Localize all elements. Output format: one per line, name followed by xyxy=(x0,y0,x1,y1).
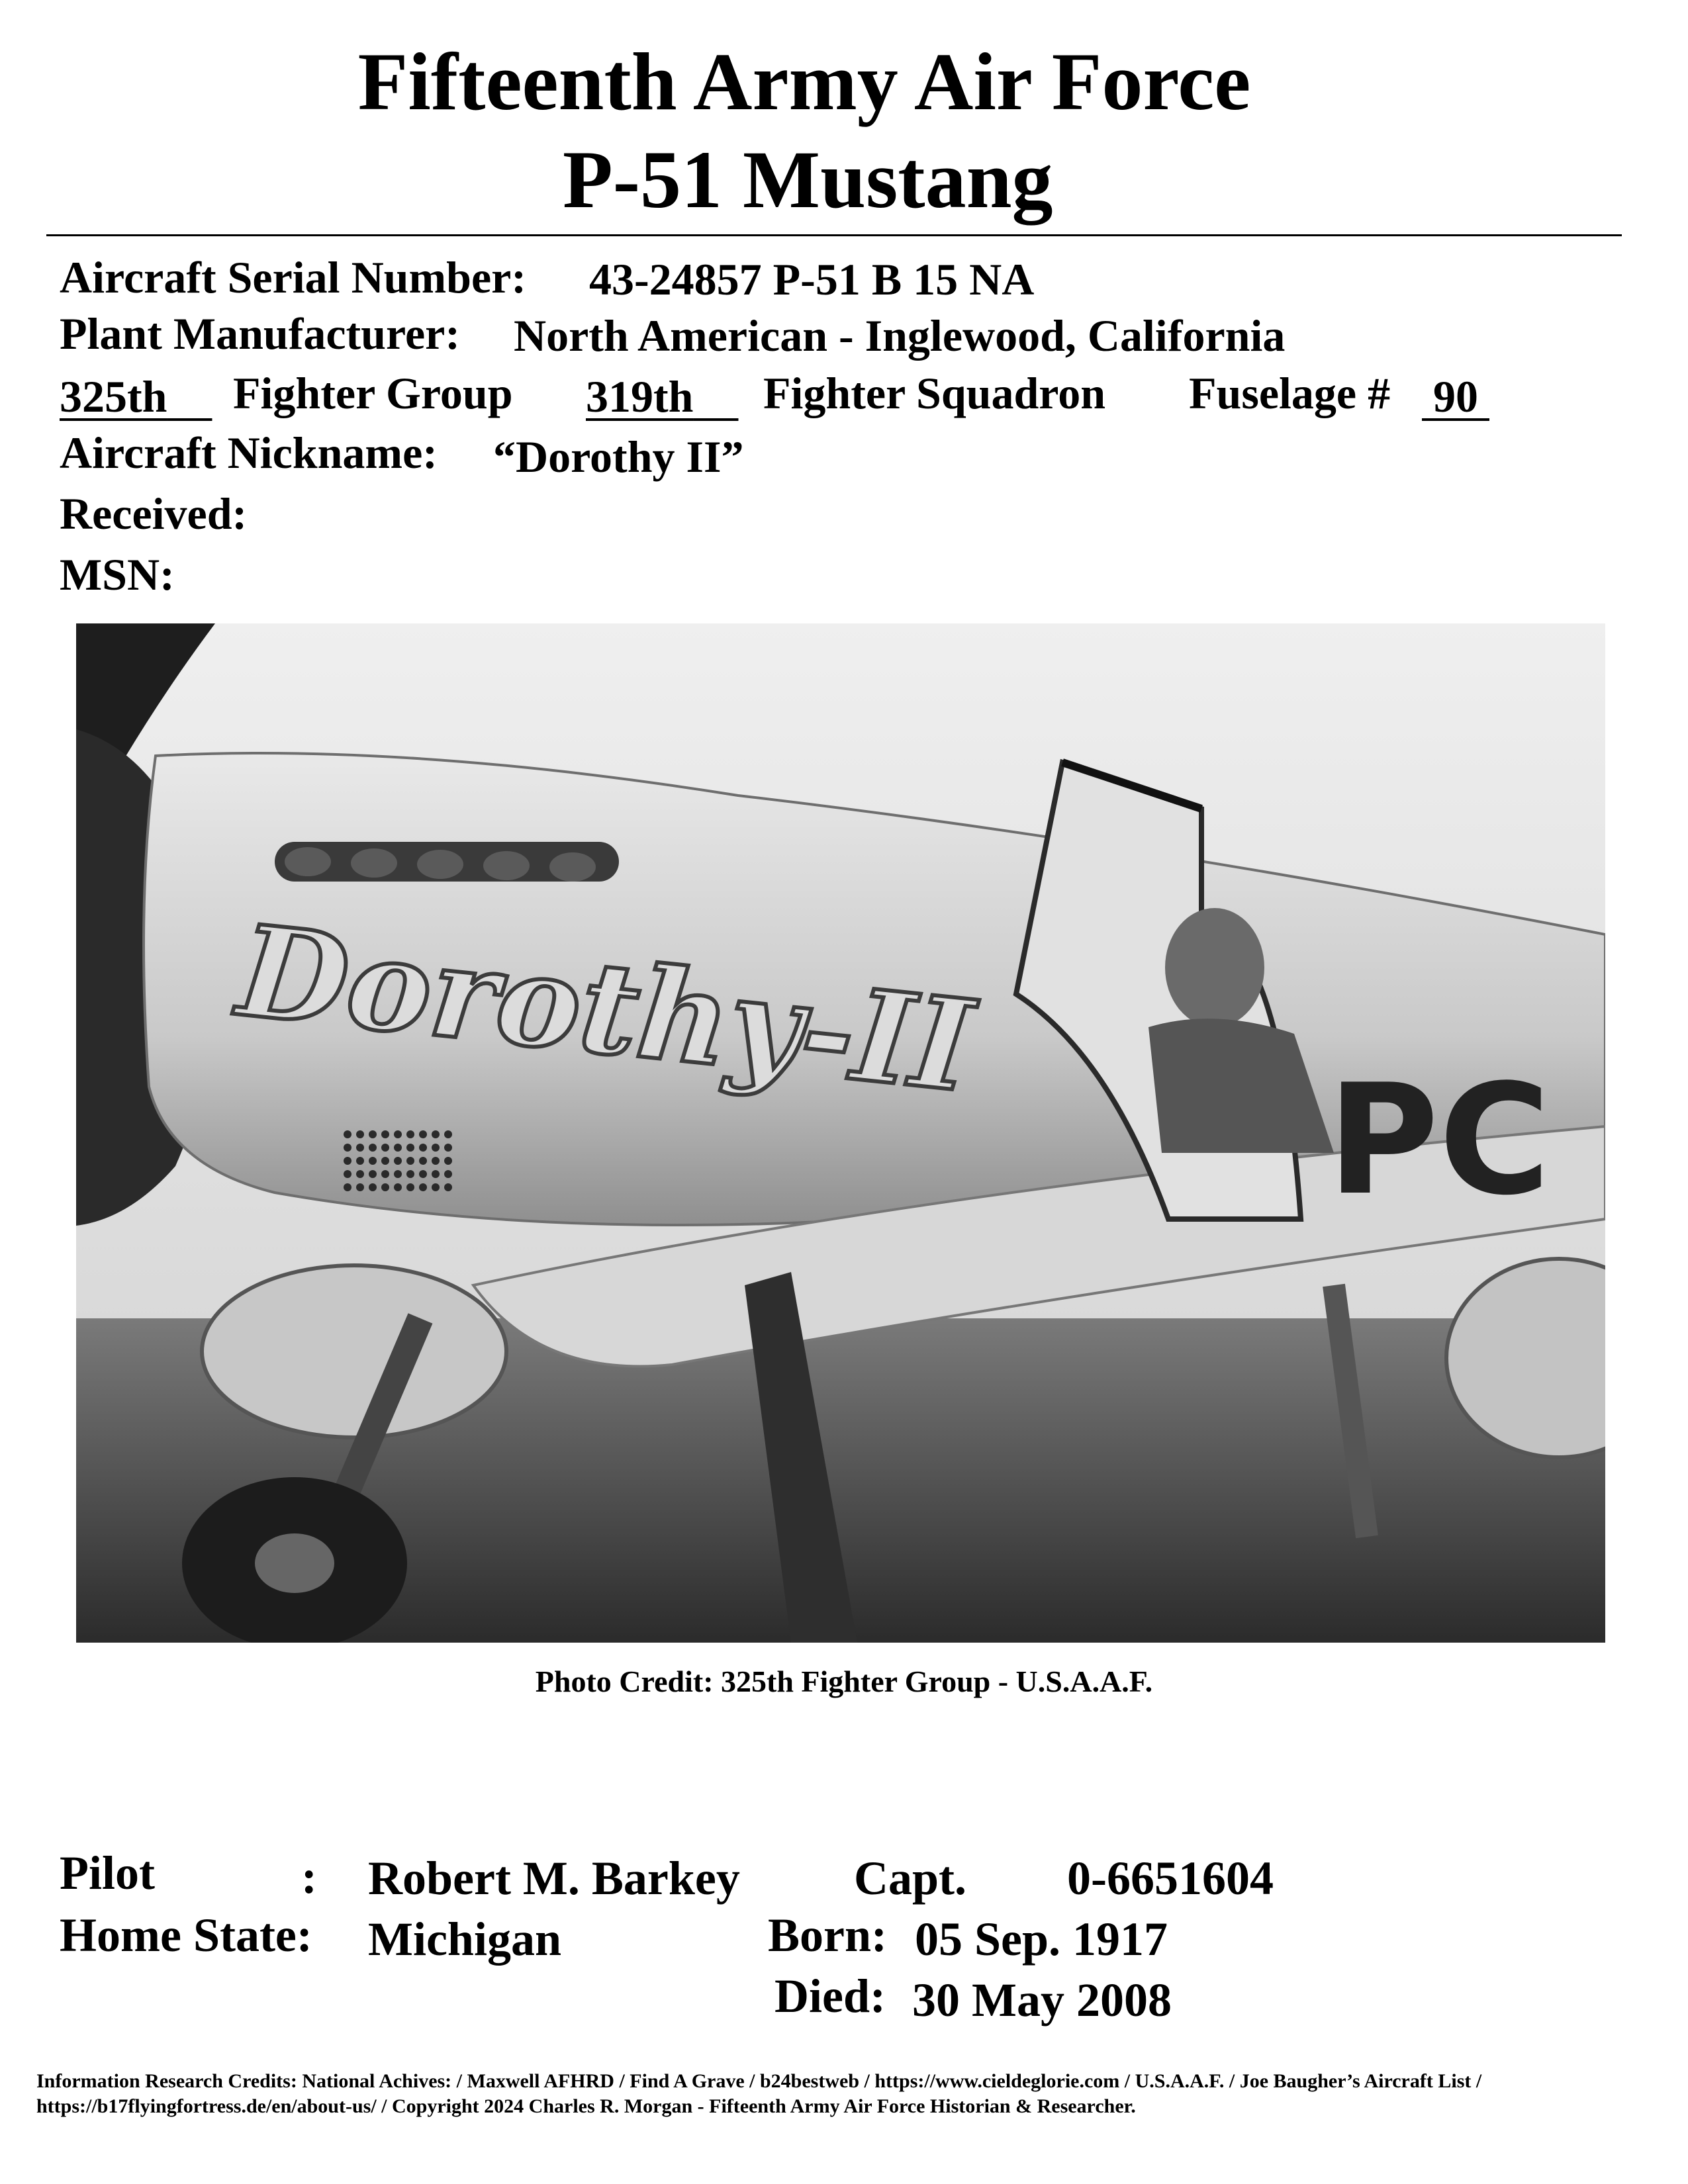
mission-mark xyxy=(356,1144,364,1152)
pilot-rank: Capt. xyxy=(854,1852,967,1905)
serial-value: 43-24857 P-51 B 15 NA xyxy=(589,254,1035,304)
mission-mark xyxy=(432,1157,440,1165)
died-label: Died: xyxy=(774,1970,886,2023)
home-state-value: Michigan xyxy=(368,1913,562,1966)
pilot-colon: : xyxy=(301,1850,317,1903)
home-state-label: Home State: xyxy=(60,1909,312,1962)
mission-mark xyxy=(419,1144,427,1152)
footer-credits-line2: https://b17flyingfortress.de/en/about-us/ / Copyright 2024 Charles R. Morgan - Fifteenth Army Air Force Historian & Researcher. xyxy=(36,2095,1136,2117)
mission-mark xyxy=(394,1130,402,1138)
pilot-label: Pilot xyxy=(60,1846,155,1899)
nose-art-text: Dorothy-II xyxy=(232,896,979,1120)
mission-mark xyxy=(432,1130,440,1138)
manufacturer-value: North American - Inglewood, California xyxy=(514,310,1286,361)
mission-mark xyxy=(419,1130,427,1138)
mission-mark xyxy=(381,1144,389,1152)
mission-mark xyxy=(394,1144,402,1152)
mission-mark xyxy=(394,1170,402,1178)
msn-label: MSN: xyxy=(60,549,175,600)
footer-credits-line1: Information Research Credits: National Achives: / Maxwell AFHRD / Find A Grave / b24bestweb / https://www.cieldeglorie.com / U.S.A.A.F. / Joe Baugher’s Aircraft List / xyxy=(36,2070,1482,2092)
mission-mark xyxy=(419,1183,427,1191)
aircraft-photo-illustration xyxy=(76,623,1605,1643)
aircraft-photo xyxy=(76,623,1605,1643)
mission-mark xyxy=(394,1183,402,1191)
mission-mark xyxy=(369,1144,377,1152)
page-title: Fifteenth Army Air Force xyxy=(357,36,1251,127)
mission-mark xyxy=(369,1130,377,1138)
manufacturer-label: Plant Manufacturer: xyxy=(60,308,460,359)
mission-mark xyxy=(381,1130,389,1138)
died-value: 30 May 2008 xyxy=(912,1974,1172,2026)
fuselage-code-letters: PC xyxy=(1327,1052,1551,1229)
mission-mark xyxy=(406,1170,414,1178)
fuselage-label: Fuselage # xyxy=(1189,368,1391,418)
header-divider xyxy=(46,234,1622,236)
mission-mark xyxy=(369,1170,377,1178)
mission-mark xyxy=(394,1157,402,1165)
photo-credit: Photo Credit: 325th Fighter Group - U.S.A.A.F. xyxy=(535,1664,1153,1698)
mission-mark xyxy=(381,1170,389,1178)
born-label: Born: xyxy=(768,1909,887,1962)
mission-mark xyxy=(356,1183,364,1191)
mission-mark xyxy=(344,1144,352,1152)
serial-label: Aircraft Serial Number: xyxy=(60,252,526,302)
mission-mark xyxy=(432,1144,440,1152)
mission-mark xyxy=(406,1144,414,1152)
mission-mark xyxy=(381,1183,389,1191)
nickname-label: Aircraft Nickname: xyxy=(60,428,438,478)
mission-mark xyxy=(344,1157,352,1165)
fuselage-value: 90 xyxy=(1433,371,1478,422)
mission-mark xyxy=(344,1183,352,1191)
mission-mark xyxy=(356,1170,364,1178)
fighter-group-label: Fighter Group xyxy=(233,368,513,418)
mission-mark xyxy=(444,1130,452,1138)
mission-mark xyxy=(356,1130,364,1138)
mission-mark xyxy=(381,1157,389,1165)
mission-mark xyxy=(444,1144,452,1152)
fighter-squadron-value: 319th xyxy=(586,371,694,422)
mission-mark xyxy=(356,1157,364,1165)
mission-mark xyxy=(419,1157,427,1165)
fighter-squadron-label: Fighter Squadron xyxy=(763,368,1106,418)
mission-marks xyxy=(341,1126,453,1199)
born-value: 05 Sep. 1917 xyxy=(915,1913,1168,1966)
mission-mark xyxy=(344,1130,352,1138)
mission-mark xyxy=(444,1157,452,1165)
page-subtitle: P-51 Mustang xyxy=(563,134,1053,225)
mission-mark xyxy=(406,1183,414,1191)
nickname-value: “Dorothy II” xyxy=(493,432,744,482)
mission-mark xyxy=(432,1183,440,1191)
mission-mark xyxy=(444,1170,452,1178)
fighter-group-value: 325th xyxy=(60,371,167,422)
mission-mark xyxy=(432,1170,440,1178)
received-label: Received: xyxy=(60,488,248,539)
mission-mark xyxy=(406,1157,414,1165)
mission-mark xyxy=(444,1183,452,1191)
mission-mark xyxy=(369,1183,377,1191)
pilot-name: Robert M. Barkey xyxy=(368,1852,740,1905)
mission-mark xyxy=(344,1170,352,1178)
mission-mark xyxy=(369,1157,377,1165)
mission-mark xyxy=(419,1170,427,1178)
mission-mark xyxy=(406,1130,414,1138)
pilot-service-number: 0-6651604 xyxy=(1067,1852,1274,1905)
